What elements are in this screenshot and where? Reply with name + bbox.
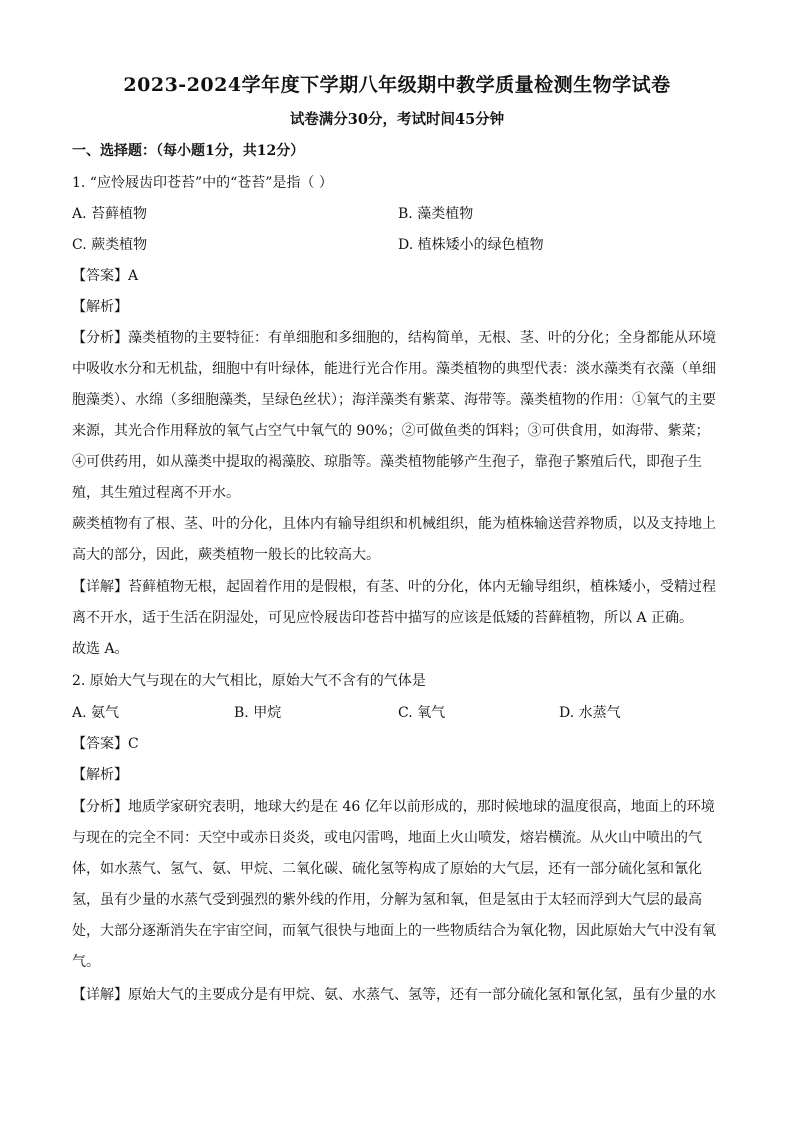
q1-detail-line: 故选 A。 xyxy=(72,641,129,657)
q1-option-b: B. 藻类植物 xyxy=(398,206,474,222)
q1-analysis-line: 胞藻类）、水绵（多细胞藻类，呈绿色丝状）；海洋藻类有紫菜、海带等。藻类植物的作用：①氧气的主要 xyxy=(72,392,716,408)
q2-option-d: D. 水蒸气 xyxy=(559,705,621,721)
q1-analysis-line: ④可供药用，如从藻类中提取的褐藻胶、琼脂等。藻类植物能够产生孢子，靠孢子繁殖后代，即孢子生 xyxy=(72,454,702,470)
exam-info: 试卷满分30分，考试时间45分钟 xyxy=(289,111,505,128)
q1-option-c: C. 蕨类植物 xyxy=(72,237,148,253)
q1-jiexi-label: 【解析】 xyxy=(72,299,128,315)
q1-analysis-line: 来源，其光合作用释放的氧气占空气中氧气的 90%；②可做鱼类的饵料；③可供食用，如海带、紫菜； xyxy=(72,423,710,439)
q1-detail-line: 离不开水，适于生活在阴湿处，可见应怜屐齿印苍苔中描写的应该是低矮的苔藓植物，所以 A 正确。 xyxy=(72,610,694,626)
q2-analysis-line: 体，如水蒸气、氢气、氨、甲烷、二氧化碳、硫化氢等构成了原始的大气层，还有一部分硫化氢和氰化 xyxy=(72,861,702,877)
q1-analysis-line: 【分析】藻类植物的主要特征：有单细胞和多细胞的，结构简单，无根、茎、叶的分化；全身都能从环境 xyxy=(72,330,716,346)
q2-jiexi-label: 【解析】 xyxy=(72,767,128,783)
q1-analysis-line: 中吸收水分和无机盐，细胞中有叶绿体，能进行光合作用。藻类植物的典型代表：淡水藻类有衣藻（单细 xyxy=(72,361,716,377)
q1-analysis-line: 高大的部分，因此，蕨类植物一般长的比较高大。 xyxy=(72,547,380,563)
q1-analysis-line: 殖，其生殖过程离不开水。 xyxy=(72,485,240,501)
q2-answer: 【答案】C xyxy=(72,736,139,752)
q2-analysis-line: 与现在的完全不同：天空中或赤日炎炎，或电闪雷鸣，地面上火山喷发，熔岩横流。从火山中喷出的气 xyxy=(72,830,702,846)
question-1-stem: 1. “应怜屐齿印苍苔”中的“苍苔”是指（ ） xyxy=(72,175,333,191)
q1-analysis-line: 蕨类植物有了根、茎、叶的分化，且体内有输导组织和机械组织，能为植株输送营养物质，以及支持地上 xyxy=(72,516,716,532)
q2-analysis-line: 气。 xyxy=(72,954,100,970)
q2-option-c: C. 氧气 xyxy=(398,705,446,721)
q2-analysis-line: 【分析】地质学家研究表明，地球大约是在 46 亿年以前形成的，那时候地球的温度很高，地面上的环境 xyxy=(72,799,715,815)
q1-option-a: A. 苔藓植物 xyxy=(72,206,148,222)
q2-analysis-line: 氢，虽有少量的水蒸气受到强烈的紫外线的作用，分解为氢和氧，但是氢由于太轻而浮到大气层的最高 xyxy=(72,892,702,908)
q2-detail-line: 【详解】原始大气的主要成分是有甲烷、氨、水蒸气、氢等，还有一部分硫化氢和氰化氢，虽有少量的水 xyxy=(72,987,716,1003)
q1-option-d: D. 植株矮小的绿色植物 xyxy=(398,237,544,253)
q1-detail-line: 【详解】苔藓植物无根，起固着作用的是假根，有茎、叶的分化，体内无输导组织，植株矮小，受精过程 xyxy=(72,579,716,595)
q1-answer: 【答案】A xyxy=(72,268,139,284)
page-title: 2023-2024学年度下学期八年级期中教学质量检测生物学试卷 xyxy=(123,74,671,96)
section-heading: 一、选择题：（每小题1分，共12分） xyxy=(72,143,305,159)
question-2-stem: 2. 原始大气与现在的大气相比，原始大气不含有的气体是 xyxy=(72,673,426,689)
q2-option-b: B. 甲烷 xyxy=(234,705,282,721)
q2-analysis-line: 处，大部分逐渐消失在宇宙空间，而氧气很快与地面上的一些物质结合为氧化物，因此原始大气中没有氧 xyxy=(72,923,716,939)
q2-option-a: A. 氨气 xyxy=(72,705,120,721)
